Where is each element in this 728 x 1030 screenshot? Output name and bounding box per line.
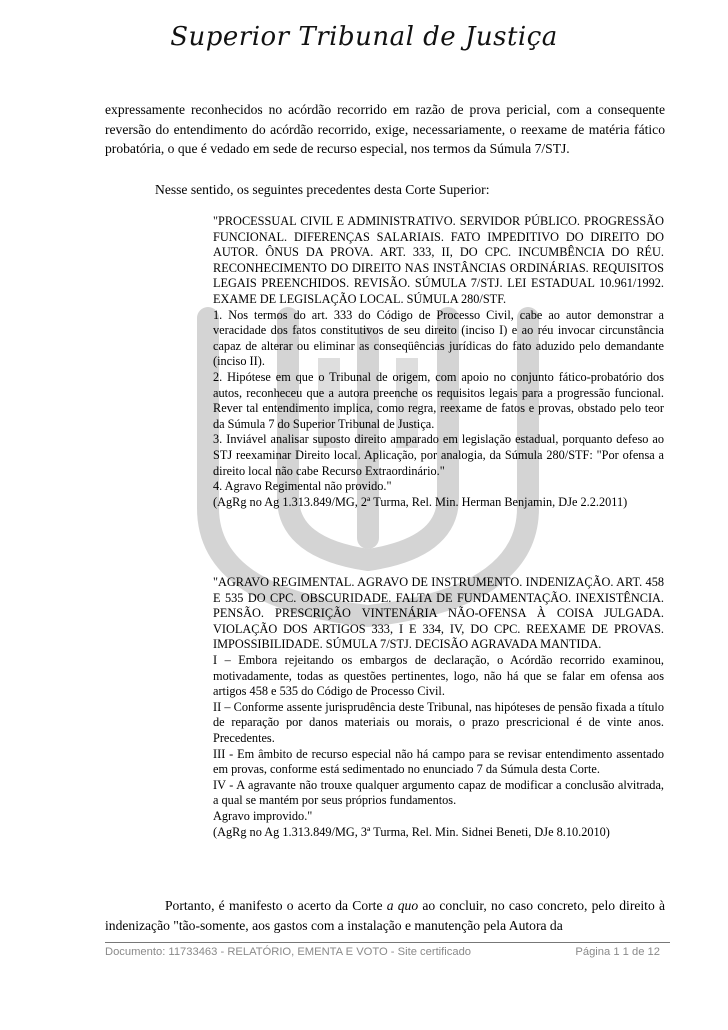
conclusion-italic-term: a quo: [386, 898, 419, 913]
precedent-quote-2: [213, 575, 664, 840]
conclusion-text-end: ao concluir, no caso concreto, pelo direito à indenização "tão-somente, aos gastos com a instalação e manutenção pela Autora da: [105, 898, 665, 933]
quote1-item-3: 3. Inviável analisar suposto direito amparado em legislação estadual, porquanto defeso ao STJ reexaminar Direito local. Aplicação, por analogia, da Súmula 280/STF: "Por ofensa a direito local não cabe Recurso Extraordinário.": [213, 432, 664, 478]
precedent-quote-1: [213, 214, 664, 510]
quote2-item-5: Agravo improvido.": [213, 808, 313, 823]
quote1-citation: (AgRg no Ag 1.313.849/MG, 2ª Turma, Rel. Min. Herman Benjamin, DJe 2.2.2011): [213, 494, 628, 509]
quote2-item-1: I – Embora rejeitando os embargos de declaração, o Acórdão recorrido examinou, motivadamente, todas as questões pertinentes, logo, não há que se falar em ofensa aos artigos 458 e 535 do Código de Processo Civil.: [213, 652, 664, 699]
conclusion-text-start: Portanto, é manifesto o acerto da Corte: [165, 898, 387, 913]
page-header-title: Superior Tribunal de Justiça: [170, 22, 558, 52]
paragraph-intro: expressamente reconhecidos no acórdão recorrido em razão de prova pericial, com a consequente reversão do entendimento do acórdão recorrido, exige, necessariamente, o reexame de matéria fático probatória, o que é vedado em sede de recurso especial, nos termos da Súmula 7/STJ.: [105, 102, 665, 157]
quote1-heading: "PROCESSUAL CIVIL E ADMINISTRATIVO. SERVIDOR PÚBLICO. PROGRESSÃO FUNCIONAL. DIFERENÇAS SALARIAIS. FATO IMPEDITIVO DO DIREITO DO AUTOR. ÔNUS DA PROVA. ART. 333, II, DO CPC. INCUMBÊNCIA DO RÉU. RECONHECIMENTO DO DIREITO NAS INSTÂNCIAS ORDINÁRIAS. REQUISITOS LEGAIS PREENCHIDOS. REVISÃO. SÚMULA 7/STJ. LEI ESTADUAL 10.961/1992. EXAME DE LEGISLAÇÃO LOCAL. SÚMULA 280/STF.: [213, 214, 664, 306]
quote2-item-3: III - Em âmbito de recurso especial não há campo para se revisar entendimento assentado em provas, conforme está sedimentado no enunciado 7 da Súmula desta Corte.: [213, 746, 664, 777]
page-footer: [105, 942, 670, 958]
quote1-item-1: 1. Nos termos do art. 333 do Código de Processo Civil, cabe ao autor demonstrar a veracidade dos fatos constitutivos de seu direito (inciso I) e ao réu invocar circunstância capaz de alterar ou eliminar as conseqüências jurídicas do fato aduzido pelo demandante (inciso II).: [213, 307, 664, 369]
quote1-item-4: 4. Agravo Regimental não provido.": [213, 479, 392, 494]
paragraph-conclusion: [105, 896, 665, 935]
quote2-heading: "AGRAVO REGIMENTAL. AGRAVO DE INSTRUMENTO. INDENIZAÇÃO. ART. 458 E 535 DO CPC. OBSCURIDADE. FALTA DE FUNDAMENTAÇÃO. INEXISTÊNCIA. PENSÃO. PRESCRIÇÃO VINTENÁRIA NÃO-OFENSA À COISA JULGADA. VIOLAÇÃO DOS ARTIGOS 333, I E 334, IV, DO CPC. REEXAME DE PROVAS. IMPOSSIBILIDADE. SÚMULA 7/STJ. DECISÃO AGRAVADA MANTIDA.: [213, 575, 664, 652]
paragraph-precedents-intro: Nesse sentido, os seguintes precedentes desta Corte Superior:: [155, 182, 490, 197]
quote2-item-4: IV - A agravante não trouxe qualquer argumento capaz de modificar a conclusão alvitrada, a qual se mantém por seus próprios fundamentos.: [213, 777, 664, 808]
quote2-citation: (AgRg no Ag 1.313.849/MG, 3ª Turma, Rel. Min. Sidnei Beneti, DJe 8.10.2010): [213, 824, 610, 839]
quote2-item-2: II – Conforme assente jurisprudência deste Tribunal, nas hipóteses de pensão fixada a título de reparação por danos materiais ou morais, o prazo prescricional é de vinte anos. Precedentes.: [213, 699, 664, 745]
footer-page-number: Página 1 1 de 12: [575, 946, 660, 958]
quote1-item-2: 2. Hipótese em que o Tribunal de origem, com apoio no conjunto fático-probatório dos autos, reconheceu que a autora preenche os requisitos legais para a progressão funcional. Rever tal entendimento implica, como regra, reexame de fatos e provas, obstado pelo teor da Súmula 7 do Superior Tribunal de Justiça.: [213, 369, 664, 431]
footer-document-info: Documento: 11733463 - RELATÓRIO, EMENTA E VOTO - Site certificado: [105, 946, 472, 958]
